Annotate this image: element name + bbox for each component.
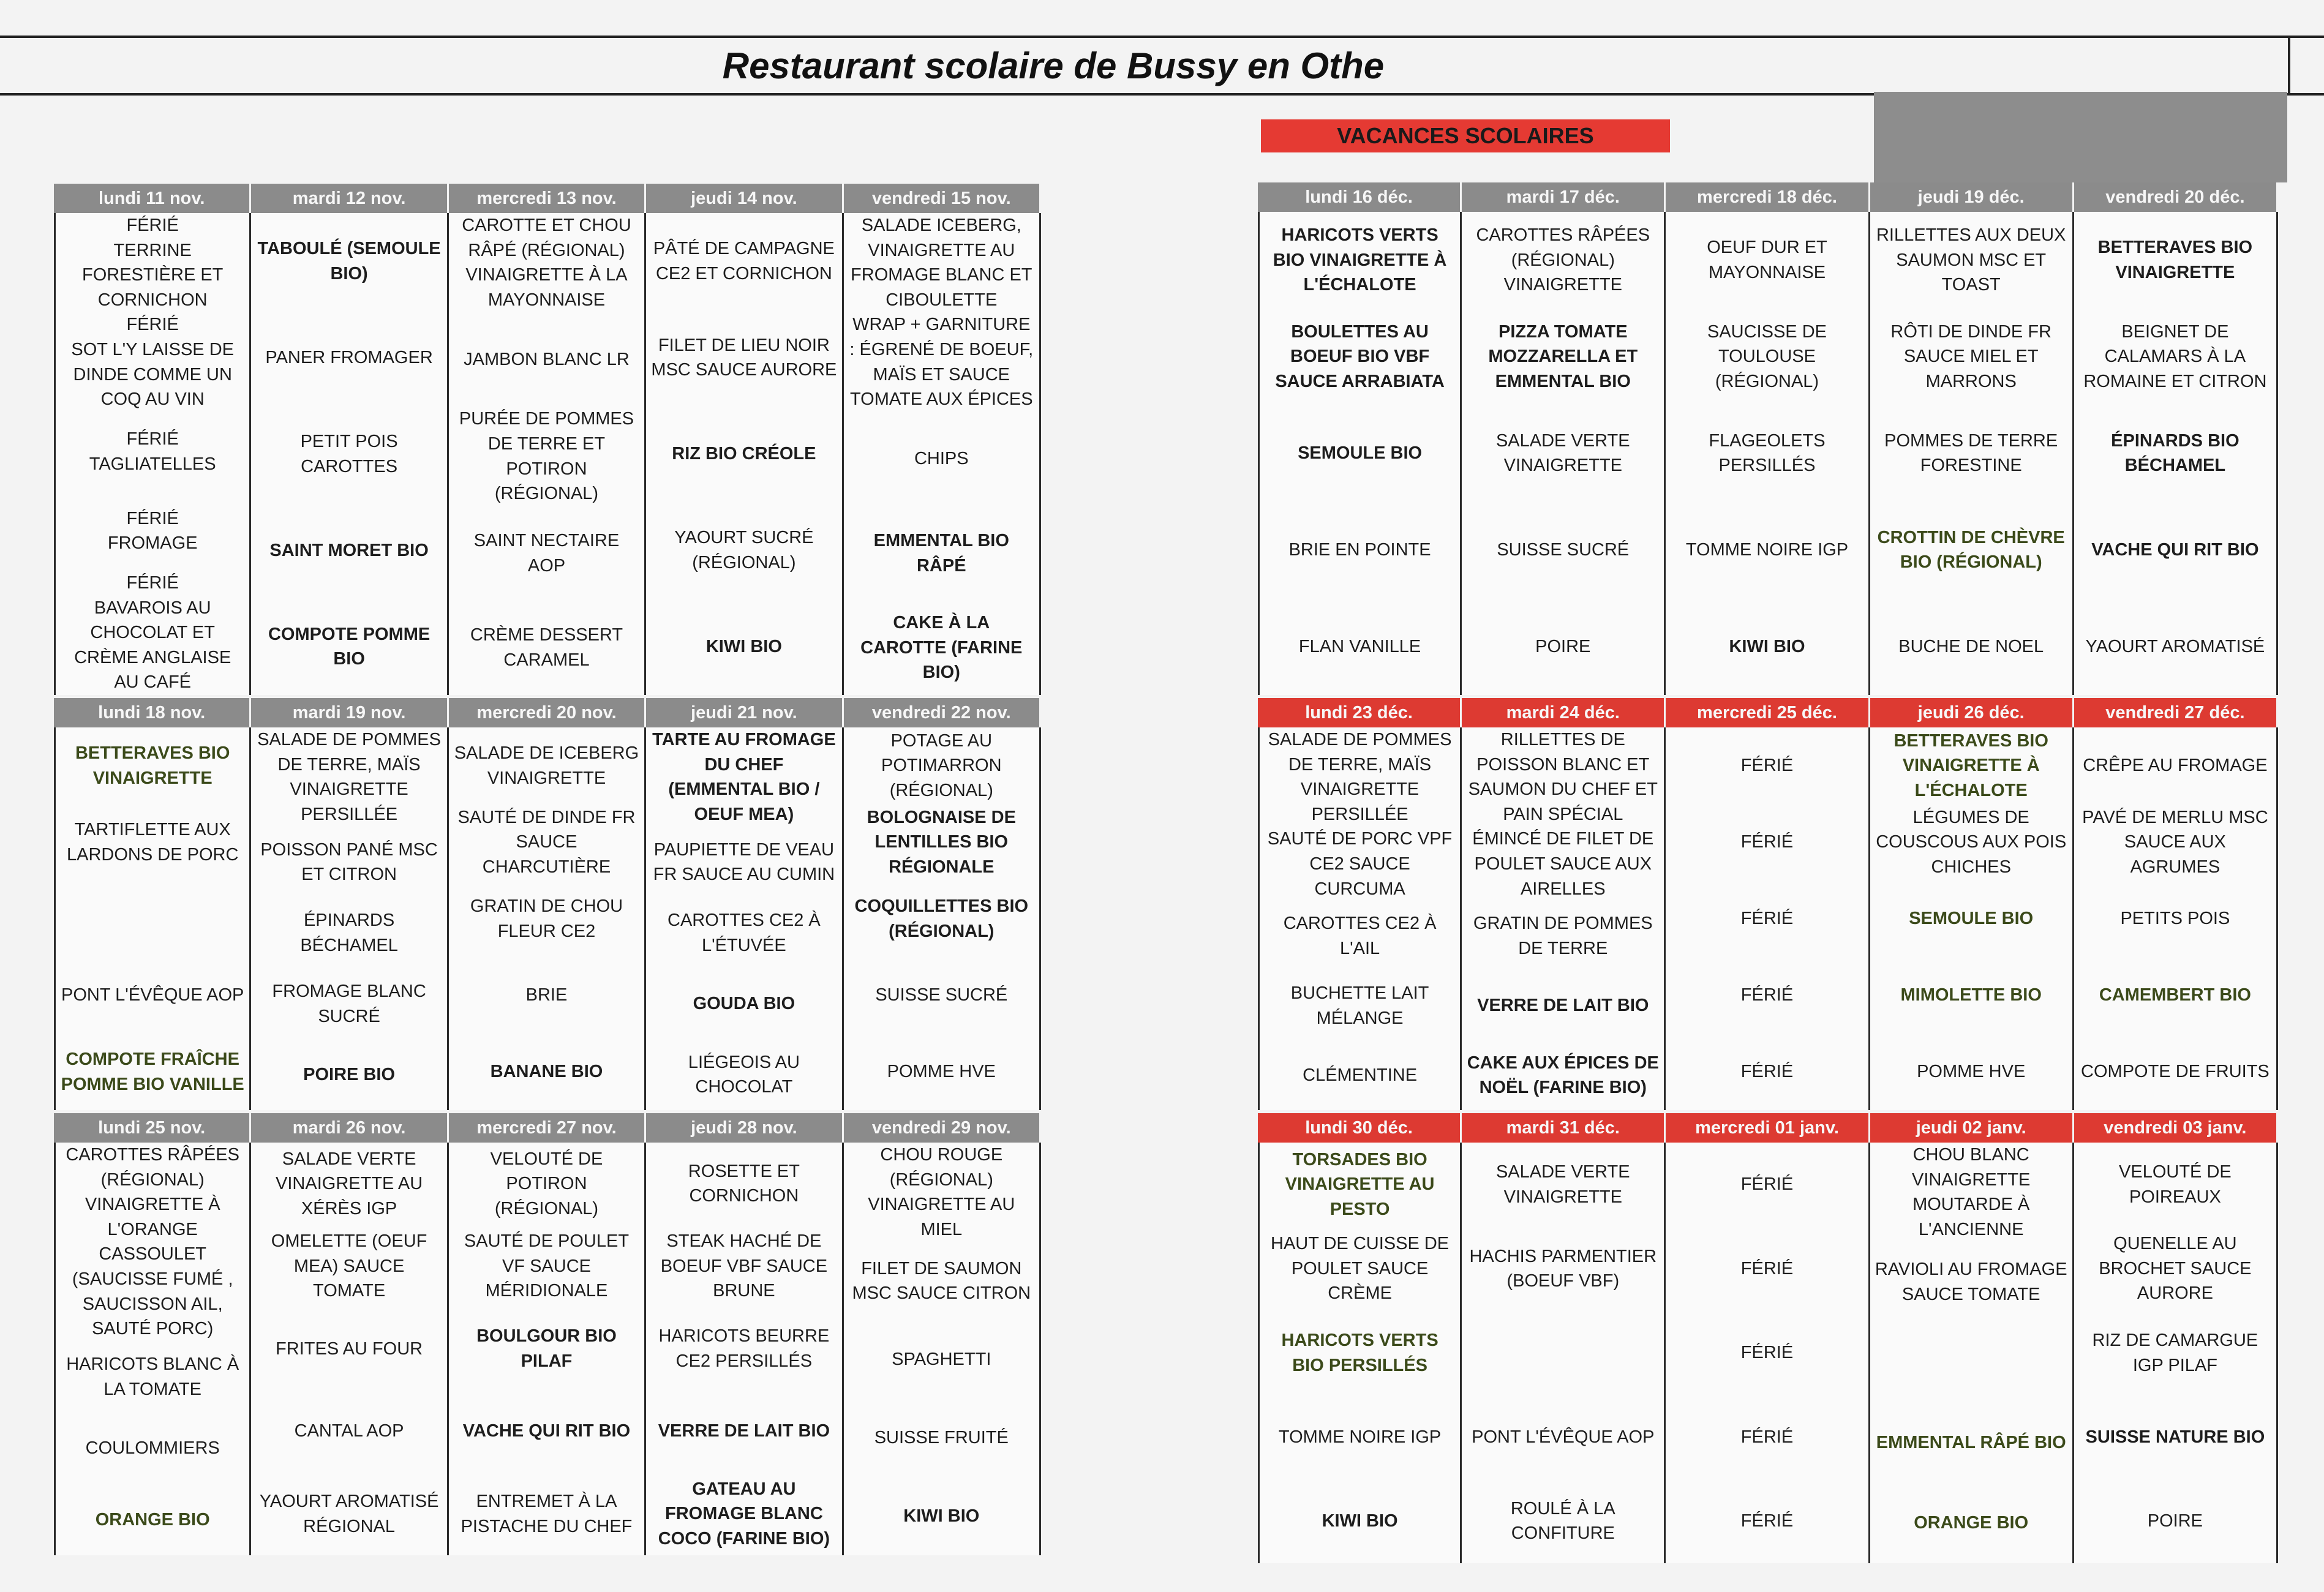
menu-item: SUISSE SUCRÉ	[1497, 539, 1630, 560]
menu-item: QUENELLE AU BROCHET SAUCE AURORE	[2099, 1234, 2252, 1304]
menu-item: BOULETTES AU BOEUF BIO VBF SAUCE ARRABIATA	[1275, 321, 1445, 391]
menu-item: CHOU BLANC VINAIGRETTE MOUTARDE À L'ANCIENNE	[1912, 1145, 2031, 1239]
menu-item: PONT L'ÉVÊQUE AOP	[1472, 1427, 1655, 1447]
day-header: jeudi 19 déc.	[1870, 182, 2074, 212]
menu-item: PURÉE DE POMMES DE TERRE ET POTIRON (RÉGIONAL)	[459, 409, 634, 504]
menu-item: POIRE	[1535, 636, 1591, 656]
day-column	[646, 1143, 843, 1555]
menu-item	[56, 880, 249, 957]
menu-item: POMMES DE TERRE FORESTINE	[1884, 430, 2058, 476]
day-column	[54, 1143, 251, 1555]
grey-decor-block	[1874, 92, 2287, 182]
day-header: lundi 11 nov.	[54, 184, 251, 213]
menu-item: BOULGOUR BIO PILAF	[476, 1326, 617, 1371]
day-column	[844, 727, 1041, 1110]
menu-item: FÉRIÉ	[1740, 1427, 1794, 1447]
menu-item: CAKE À LA CAROTTE (FARINE BIO)	[860, 613, 1023, 683]
menu-item: SEMOULE BIO	[1909, 909, 2034, 929]
menu-item: RILLETTES AUX DEUX SAUMON MSC ET TOAST	[1876, 225, 2066, 295]
day-header: lundi 18 nov.	[54, 698, 251, 727]
menu-item: CAROTTES RÂPÉES (RÉGIONAL) VINAIGRETTE	[1476, 225, 1650, 295]
day-header: vendredi 27 déc.	[2074, 698, 2278, 727]
menu-item: CANTAL AOP	[294, 1421, 404, 1441]
menu-item: HARICOTS VERTS BIO VINAIGRETTE À L'ÉCHALOTE	[1273, 225, 1447, 295]
day-header: mercredi 13 nov.	[449, 184, 646, 213]
day-column	[1666, 1143, 1870, 1563]
menu-item: PETIT POIS CAROTTES	[300, 431, 398, 476]
menu-item: KIWI BIO	[1729, 636, 1805, 656]
menu-item: BOLOGNAISE DE LENTILLES BIO RÉGIONALE	[867, 807, 1016, 877]
day-column	[1258, 212, 1462, 695]
menu-item: KIWI BIO	[903, 1506, 980, 1526]
menu-item: OEUF DUR ET MAYONNAISE	[1707, 238, 1827, 282]
week-nov-25	[54, 1113, 1041, 1555]
day-header: jeudi 28 nov.	[646, 1113, 843, 1143]
menu-item: FÉRIÉ	[1740, 909, 1794, 929]
day-header: vendredi 22 nov.	[844, 698, 1041, 727]
menu-item: FROMAGE BLANC SUCRÉ	[272, 981, 426, 1026]
menu-item: COMPOTE FRAÎCHE POMME BIO VANILLE	[61, 1049, 244, 1094]
menu-item: FILET DE SAUMON MSC SAUCE CITRON	[852, 1258, 1031, 1304]
menu-item: ÉPINARDS BÉCHAMEL	[300, 911, 398, 955]
day-header: vendredi 29 nov.	[844, 1113, 1041, 1143]
vacances-label: VACANCES SCOLAIRES	[1261, 119, 1670, 152]
menu-item: VELOUTÉ DE POIREAUX	[2119, 1162, 2232, 1207]
week-dec-16	[1258, 182, 2278, 695]
menu-item: TABOULÉ (SEMOULE BIO)	[257, 239, 441, 283]
day-header: mercredi 27 nov.	[449, 1113, 646, 1143]
menu-item: POTAGE AU POTIMARRON (RÉGIONAL)	[881, 730, 1002, 800]
menu-item: BETTERAVES BIO VINAIGRETTE	[75, 743, 230, 788]
menu-item: FÉRIÉ	[1740, 1258, 1794, 1278]
menu-item: RAVIOLI AU FROMAGE SAUCE TOMATE	[1875, 1260, 2067, 1304]
menu-item: SPAGHETTI	[892, 1349, 991, 1369]
right-rule	[2288, 37, 2290, 96]
menu-item: FÉRIÉ	[1740, 1174, 1794, 1195]
day-column	[2074, 1143, 2278, 1563]
menu-item: STEAK HACHÉ DE BOEUF VBF SAUCE BRUNE	[660, 1231, 828, 1301]
day-header: lundi 16 déc.	[1258, 182, 1462, 212]
day-header: lundi 30 déc.	[1258, 1113, 1462, 1143]
day-header: jeudi 26 déc.	[1870, 698, 2074, 727]
day-header: lundi 25 nov.	[54, 1113, 251, 1143]
day-header: mardi 12 nov.	[251, 184, 448, 213]
day-header: vendredi 03 janv.	[2074, 1113, 2278, 1143]
menu-item: FÉRIÉ	[1740, 985, 1794, 1005]
menu-item: SUISSE NATURE BIO	[2085, 1427, 2265, 1447]
menu-item: COQUILLETTES BIO (RÉGIONAL)	[854, 896, 1029, 941]
menu-item: CASSOULET (SAUCISSE FUMÉ , SAUCISSON AIL, SAUTÉ PORC)	[72, 1244, 233, 1339]
menu-item: COULOMMIERS	[85, 1438, 220, 1459]
menu-item: TOMME NOIRE IGP	[1278, 1427, 1442, 1447]
day-column	[251, 213, 448, 695]
menu-item: BANANE BIO	[490, 1062, 603, 1082]
menu-item: ORANGE BIO	[1914, 1513, 2029, 1533]
menu-item: SALADE VERTE VINAIGRETTE	[1495, 430, 1630, 476]
menu-item: HACHIS PARMENTIER (BOEUF VBF)	[1469, 1246, 1657, 1291]
menu-item: SAUTÉ DE POULET VF SAUCE MÉRIDIONALE	[464, 1231, 630, 1301]
menu-item: TORSADES BIO VINAIGRETTE AU PESTO	[1285, 1149, 1435, 1219]
menu-item: SALADE VERTE VINAIGRETTE AU XÉRÈS IGP	[276, 1149, 423, 1218]
menu-item: ORANGE BIO	[95, 1509, 210, 1530]
menu-item: EMMENTAL RÂPÉ BIO	[1876, 1432, 2066, 1452]
menu-item: TARTIFLETTE AUX LARDONS DE PORC	[67, 819, 239, 865]
menu-item: MIMOLETTE BIO	[1900, 985, 2042, 1005]
menu-item: PETITS POIS	[2120, 909, 2230, 929]
week-nov-11	[54, 184, 1041, 695]
menu-item: YAOURT AROMATISÉ	[2085, 636, 2265, 656]
day-header: mercredi 01 janv.	[1666, 1113, 1870, 1143]
day-column	[1462, 212, 1666, 695]
menu-item: FLAN VANILLE	[1298, 636, 1421, 656]
menu-item: POMME HVE	[887, 1062, 996, 1082]
menu-item: POIRE BIO	[303, 1064, 396, 1084]
day-column	[844, 213, 1041, 695]
menu-item: CRÊPE AU FROMAGE	[2083, 756, 2268, 776]
menu-item: FÉRIÉ	[1740, 756, 1794, 776]
menu-item: COMPOTE POMME BIO	[268, 624, 431, 669]
menu-item: POIRE	[2147, 1511, 2203, 1531]
menu-item: ÉMINCÉ DE FILET DE POULET SAUCE AUX AIRELLES	[1472, 829, 1654, 899]
menu-item: CAKE AUX ÉPICES DE NOËL (FARINE BIO)	[1467, 1053, 1659, 1098]
menu-item: FÉRIÉ TERRINE FORESTIÈRE ET CORNICHON	[81, 216, 224, 310]
menu-item: CAROTTES CE2 À L'AIL	[1283, 914, 1437, 958]
day-header: mardi 31 déc.	[1462, 1113, 1666, 1143]
menu-item: RÔTI DE DINDE FR SAUCE MIEL ET MARRONS	[1890, 321, 2051, 391]
menu-item: PANER FROMAGER	[265, 347, 433, 367]
page-title: Restaurant scolaire de Bussy en Othe	[722, 45, 1385, 86]
menu-item: VACHE QUI RIT BIO	[462, 1421, 631, 1441]
day-column	[54, 213, 251, 695]
menu-item: VERRE DE LAIT BIO	[658, 1421, 830, 1441]
menu-item: GRATIN DE POMMES DE TERRE	[1473, 914, 1653, 958]
menu-item	[1462, 1311, 1664, 1395]
menu-item: EMMENTAL BIO RÂPÉ	[873, 531, 1009, 576]
day-header: vendredi 15 nov.	[844, 184, 1041, 213]
menu-item: FÉRIÉ FROMAGE	[107, 508, 198, 554]
day-header: vendredi 20 déc.	[2074, 182, 2278, 212]
menu-item: FÉRIÉ	[1740, 1511, 1794, 1531]
day-header: mardi 24 déc.	[1462, 698, 1666, 727]
menu-item: CHIPS	[914, 449, 969, 469]
menu-item: TARTE AU FROMAGE DU CHEF (EMMENTAL BIO / OEUF MEA)	[652, 730, 836, 824]
menu-item: SALADE ICEBERG, VINAIGRETTE AU FROMAGE BLANC ET CIBOULETTE	[851, 216, 1032, 310]
day-column	[1870, 1143, 2074, 1563]
menu-item: POISSON PANÉ MSC ET CITRON	[260, 839, 438, 885]
day-column	[251, 727, 448, 1110]
menu-item: KIWI BIO	[705, 637, 782, 657]
week-dec-30	[1258, 1113, 2278, 1563]
menu-item: FILET DE LIEU NOIR MSC SAUCE AURORE	[651, 335, 837, 380]
day-header: jeudi 02 janv.	[1870, 1113, 2074, 1143]
day-header: mercredi 18 déc.	[1666, 182, 1870, 212]
menu-item: PAVÉ DE MERLU MSC SAUCE AUX AGRUMES	[2082, 807, 2268, 877]
menu-item: HARICOTS VERTS BIO PERSILLÉS	[1281, 1330, 1438, 1375]
menu-item: RIZ DE CAMARGUE IGP PILAF	[2092, 1330, 2258, 1375]
menu-item: SAINT MORET BIO	[269, 540, 429, 560]
day-header: mardi 26 nov.	[251, 1113, 448, 1143]
day-column	[1258, 727, 1462, 1110]
menu-item: SALADE DE POMMES DE TERRE, MAÏS VINAIGRETTE PERSILLÉE	[1268, 730, 1452, 824]
menu-item: RILLETTES DE POISSON BLANC ET SAUMON DU CHEF ET PAIN SPÉCIAL	[1468, 730, 1658, 824]
day-column	[1462, 727, 1666, 1110]
menu-item: HARICOTS BLANC À LA TOMATE	[66, 1354, 239, 1399]
menu-item: SAUTÉ DE PORC VPF CE2 SAUCE CURCUMA	[1267, 829, 1453, 899]
menu-item: COMPOTE DE FRUITS	[2081, 1062, 2269, 1082]
day-header: lundi 23 déc.	[1258, 698, 1462, 727]
menu-item: WRAP + GARNITURE : ÉGRENÉ DE BOEUF, MAÏS ET SAUCE TOMATE AUX ÉPICES	[849, 315, 1034, 410]
menu-item: PÂTÉ DE CAMPAGNE CE2 ET CORNICHON	[653, 239, 835, 283]
menu-item: CHOU ROUGE (RÉGIONAL) VINAIGRETTE AU MIEL	[868, 1145, 1015, 1239]
day-header: mardi 19 nov.	[251, 698, 448, 727]
menu-item: RIZ BIO CRÉOLE	[672, 444, 816, 464]
menu-item: VELOUTÉ DE POTIRON (RÉGIONAL)	[490, 1149, 603, 1218]
menu-item: JAMBON BLANC LR	[464, 350, 630, 370]
menu-item: CAROTTE ET CHOU RÂPÉ (RÉGIONAL) VINAIGRETTE À LA MAYONNAISE	[462, 216, 631, 310]
menu-item: BEIGNET DE CALAMARS À LA ROMAINE ET CITRON	[2083, 321, 2267, 391]
day-header: mercredi 25 déc.	[1666, 698, 1870, 727]
day-column	[2074, 727, 2278, 1110]
menu-item: CLÉMENTINE	[1303, 1065, 1418, 1085]
menu-item: FÉRIÉ TAGLIATELLES	[89, 429, 216, 474]
menu-item	[1870, 1323, 2072, 1403]
menu-item: FÉRIÉ SOT L'Y LAISSE DE DINDE COMME UN COQ AU VIN	[71, 315, 234, 410]
menu-item: CROTTIN DE CHÈVRE BIO (RÉGIONAL)	[1877, 527, 2065, 573]
menu-item: FRITES AU FOUR	[276, 1339, 423, 1359]
menu-item: SUISSE SUCRÉ	[875, 985, 1008, 1005]
day-header: jeudi 21 nov.	[646, 698, 843, 727]
menu-item: BRIE EN POINTE	[1288, 539, 1431, 560]
menu-item: VACHE QUI RIT BIO	[2091, 539, 2259, 560]
menu-item: PAUPIETTE DE VEAU FR SAUCE AU CUMIN	[653, 839, 835, 885]
menu-item: SAINT NECTAIRE AOP	[473, 531, 620, 576]
day-column	[1870, 727, 2074, 1110]
menu-item: GATEAU AU FROMAGE BLANC COCO (FARINE BIO)	[658, 1479, 830, 1549]
day-column	[844, 1143, 1041, 1555]
menu-item: BETTERAVES BIO VINAIGRETTE	[2097, 238, 2253, 282]
day-column	[2074, 212, 2278, 695]
menu-item: SALADE DE ICEBERG VINAIGRETTE	[454, 743, 639, 788]
day-column	[646, 727, 843, 1110]
day-column	[1462, 1143, 1666, 1563]
menu-item: FÉRIÉ	[1740, 1343, 1794, 1363]
menu-item: SALADE DE POMMES DE TERRE, MAÏS VINAIGRETTE PERSILLÉE	[257, 730, 441, 824]
day-column	[1666, 727, 1870, 1110]
day-column	[449, 1143, 646, 1555]
menu-item: BUCHE DE NOEL	[1898, 636, 2044, 656]
menu-item: CAROTTES CE2 À L'ÉTUVÉE	[667, 911, 821, 955]
day-column	[1870, 212, 2074, 695]
day-column	[251, 1143, 448, 1555]
menu-item: PONT L'ÉVÊQUE AOP	[61, 985, 244, 1005]
menu-item: BUCHETTE LAIT MÉLANGE	[1290, 983, 1429, 1028]
menu-item: HAUT DE CUISSE DE POULET SAUCE CRÈME	[1271, 1234, 1450, 1304]
week-dec-23	[1258, 698, 2278, 1110]
day-column	[54, 727, 251, 1110]
menu-item: CAROTTES RÂPÉES (RÉGIONAL) VINAIGRETTE À L'ORANGE	[66, 1145, 239, 1239]
week-nov-18	[54, 698, 1041, 1110]
menu-item: LIÉGEOIS AU CHOCOLAT	[688, 1052, 800, 1097]
menu-item: HARICOTS BEURRE CE2 PERSILLÉS	[658, 1326, 830, 1371]
menu-item: YAOURT SUCRÉ (RÉGIONAL)	[674, 528, 814, 573]
day-header: mercredi 20 nov.	[449, 698, 646, 727]
menu-item: CAMEMBERT BIO	[2099, 985, 2251, 1005]
menu-item: GRATIN DE CHOU FLEUR CE2	[470, 896, 623, 941]
day-column	[449, 213, 646, 695]
menu-item: ÉPINARDS BIO BÉCHAMEL	[2111, 430, 2239, 476]
menu-item: SEMOULE BIO	[1298, 443, 1423, 464]
menu-item: POMME HVE	[1917, 1062, 2026, 1082]
menu-item: BRIE	[525, 985, 568, 1005]
menu-item: SAUTÉ DE DINDE FR SAUCE CHARCUTIÈRE	[457, 807, 636, 877]
day-header: jeudi 14 nov.	[646, 184, 843, 213]
menu-item: CRÈME DESSERT CARAMEL	[470, 625, 623, 670]
day-column	[1666, 212, 1870, 695]
menu-item: OMELETTE (OEUF MEA) SAUCE TOMATE	[271, 1231, 427, 1301]
day-header: mardi 17 déc.	[1462, 182, 1666, 212]
menu-item: VERRE DE LAIT BIO	[1477, 996, 1649, 1016]
menu-item: FÉRIÉ	[1740, 1062, 1794, 1082]
day-column	[646, 213, 843, 695]
day-column	[1258, 1143, 1462, 1563]
menu-item: SAUCISSE DE TOULOUSE (RÉGIONAL)	[1707, 321, 1827, 391]
menu-item: SUISSE FRUITÉ	[874, 1427, 1009, 1447]
menu-item: FÉRIÉ	[1740, 832, 1794, 852]
menu-item: KIWI BIO	[1322, 1511, 1398, 1531]
menu-item: ENTREMET À LA PISTACHE DU CHEF	[461, 1491, 633, 1536]
menu-item: LÉGUMES DE COUSCOUS AUX POIS CHICHES	[1876, 807, 2067, 877]
menu-item: GOUDA BIO	[693, 994, 795, 1014]
menu-item: BETTERAVES BIO VINAIGRETTE À L'ÉCHALOTE	[1893, 730, 2048, 800]
menu-item: ROULÉ À LA CONFITURE	[1510, 1498, 1615, 1544]
menu-item: SALADE VERTE VINAIGRETTE	[1495, 1162, 1630, 1207]
menu-item: TOMME NOIRE IGP	[1685, 539, 1849, 560]
menu-item: ROSETTE ET CORNICHON	[688, 1161, 800, 1206]
menu-item: FÉRIÉ BAVAROIS AU CHOCOLAT ET CRÈME ANGLAISE AU CAFÉ	[74, 573, 231, 693]
menu-item: YAOURT AROMATISÉ RÉGIONAL	[259, 1491, 439, 1536]
day-column	[449, 727, 646, 1110]
menu-item: PIZZA TOMATE MOZZARELLA ET EMMENTAL BIO	[1488, 321, 1638, 391]
menu-item: FLAGEOLETS PERSILLÉS	[1709, 430, 1826, 476]
